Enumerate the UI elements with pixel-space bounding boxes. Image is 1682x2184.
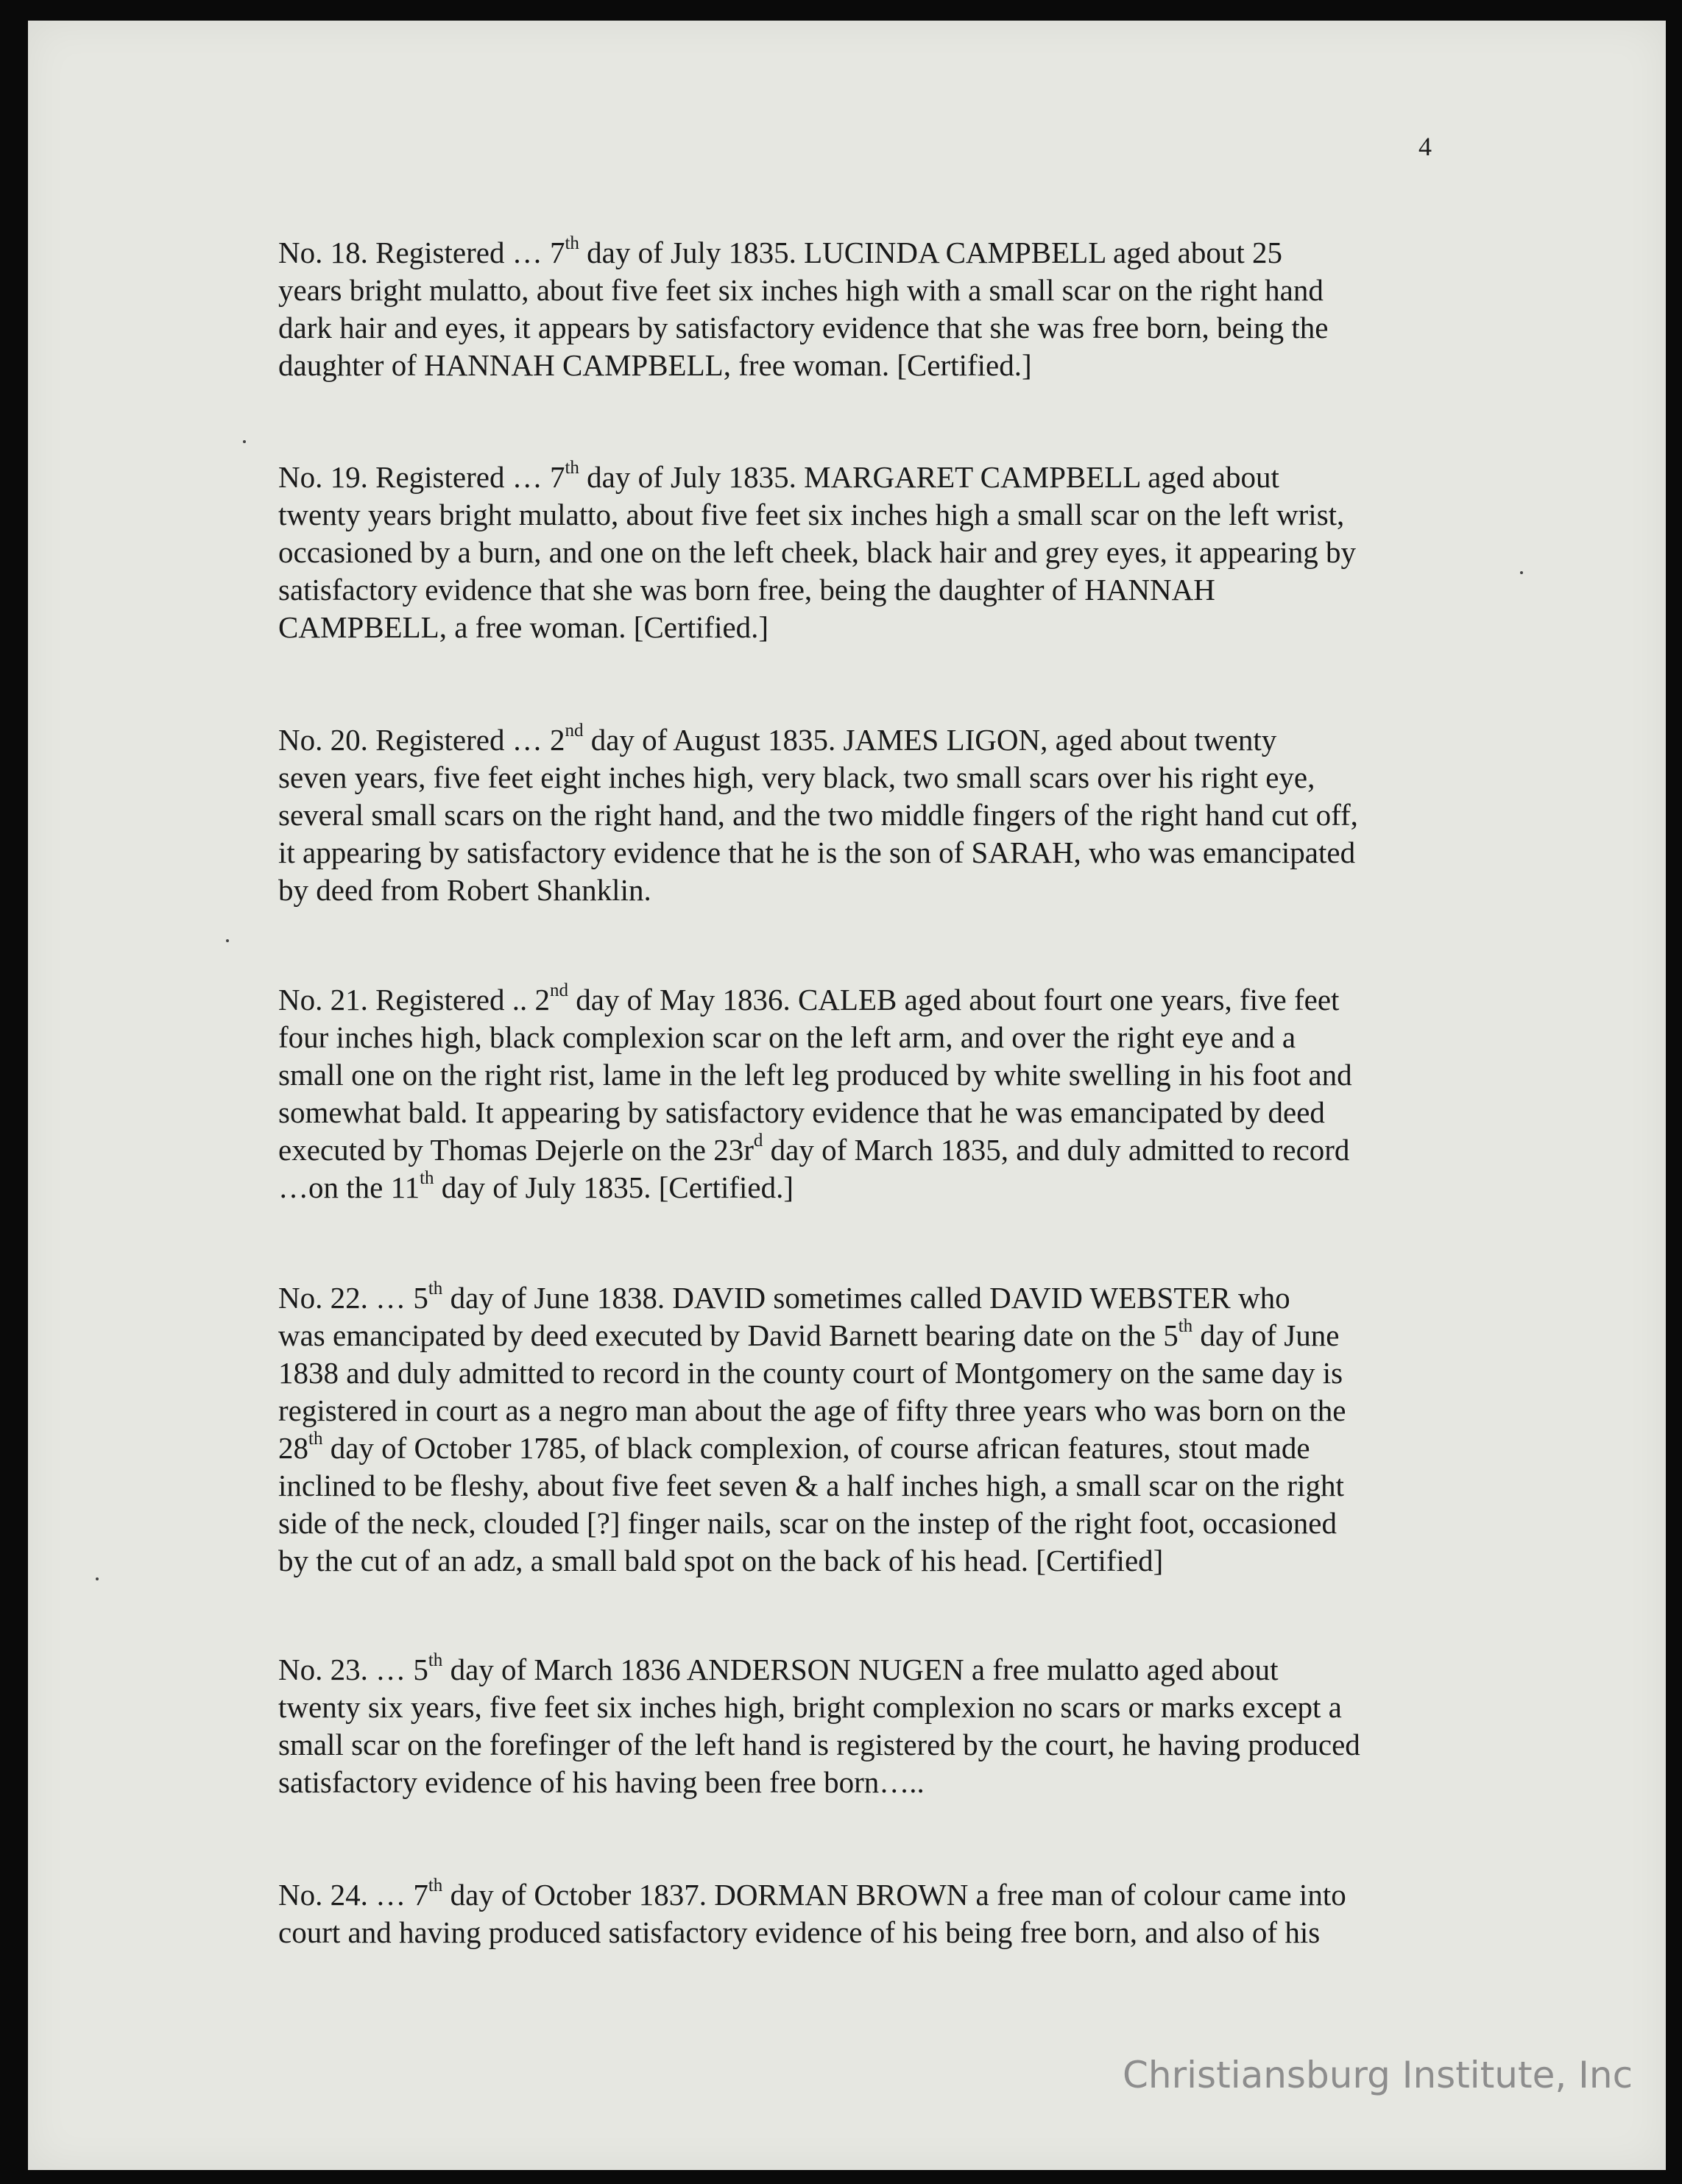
entry-text: No. 23. … 5 [278,1653,428,1686]
ordinal-suffix: th [308,1429,323,1449]
entry-text: No. 18. Registered … 7 [278,236,565,269]
entry-line [278,1651,1456,1689]
ordinal-suffix: nd [549,980,568,1001]
entry-line [278,721,1456,759]
page-number: 4 [1418,132,1432,161]
entry-line [278,459,1456,496]
entry-line [278,1317,1456,1354]
entry-line [278,1689,1456,1726]
entry-line [278,1542,1456,1580]
entry-line [278,981,1456,1019]
entry-text: day of March 1835, and duly admitted to record [763,1133,1350,1167]
ordinal-suffix: th [428,1876,443,1896]
entry-text: was emancipated by deed executed by David Barnett bearing date on the 5 [278,1318,1179,1352]
entry-text: inclined to be fleshy, about five feet seven & a half inches high, a small scar on the right [278,1469,1344,1502]
entry-line [278,1392,1456,1430]
entry-text: it appearing by satisfactory evidence that he is the son of SARAH, who was emancipated [278,835,1356,869]
paper-speck [96,1577,99,1580]
entry-text: side of the neck, clouded [?] finger nails, scar on the instep of the right foot, occasioned [278,1506,1337,1540]
register-entry-18 [278,234,1456,384]
entry-text: occasioned by a burn, and one on the left cheek, black hair and grey eyes, it appearing by [278,535,1357,569]
entry-line [278,1726,1456,1764]
entry-text: twenty years bright mulatto, about five feet six inches high a small scar on the left wrist, [278,498,1345,531]
entry-text: No. 20. Registered … 2 [278,723,565,757]
entry-line [278,1131,1456,1169]
entry-text: 1838 and duly admitted to record in the county court of Montgomery on the same day is [278,1356,1343,1390]
ordinal-suffix: th [428,1279,443,1299]
entry-line [278,534,1456,571]
entry-line [278,1914,1456,1951]
entry-text: executed by Thomas Dejerle on the 23r [278,1133,754,1167]
entry-text: day of July 1835. MARGARET CAMPBELL aged about [579,460,1279,494]
register-entry-21 [278,981,1456,1206]
ordinal-suffix: d [753,1131,763,1151]
paper-speck [1520,571,1523,574]
entry-line [278,1019,1456,1056]
register-entry-22 [278,1279,1456,1580]
entry-text: years bright mulatto, about five feet six inches high with a small scar on the right hand [278,273,1324,307]
entry-line [278,1354,1456,1392]
ordinal-suffix: th [420,1168,434,1189]
entry-text: satisfactory evidence that she was born free, being the daughter of HANNAH [278,573,1215,607]
entry-text: day of March 1836 ANDERSON NUGEN a free mulatto aged about [442,1653,1279,1686]
entry-line [278,234,1456,272]
entry-text: dark hair and eyes, it appears by satisfactory evidence that she was free born, being the [278,311,1329,344]
entry-text: seven years, five feet eight inches high, very black, two small scars over his right eye, [278,760,1315,794]
entry-text: No. 19. Registered … 7 [278,460,565,494]
entry-line [278,496,1456,534]
ordinal-suffix: th [565,233,579,254]
entry-text: day of October 1785, of black complexion, of course african features, stout made [322,1431,1310,1465]
entry-line [278,347,1456,384]
register-entry-23 [278,1651,1456,1801]
entry-text: registered in court as a negro man about the age of fifty three years who was born on the [278,1393,1346,1427]
entry-text: four inches high, black complexion scar on the left arm, and over the right eye and a [278,1020,1296,1054]
entry-line [278,309,1456,347]
entry-line [278,1764,1456,1801]
ordinal-suffix: th [428,1650,443,1671]
watermark: Christiansburg Institute, Inc [1123,2054,1633,2096]
entry-text: satisfactory evidence of his having been free born….. [278,1765,925,1799]
entry-line [278,1505,1456,1542]
entry-line [278,796,1456,834]
entry-text: court and having produced satisfactory evidence of his being free born, and also of his [278,1915,1321,1949]
entry-text: daughter of HANNAH CAMPBELL, free woman. [Certified.] [278,348,1032,382]
entry-text: No. 21. Registered .. 2 [278,983,550,1017]
entry-line [278,1876,1456,1914]
entry-text: day of May 1836. CALEB aged about fourt one years, five feet [568,983,1340,1017]
entry-line [278,834,1456,872]
entry-line [278,1169,1456,1206]
entry-text: day of August 1835. JAMES LIGON, aged about twenty [583,723,1277,757]
entry-text: small one on the right rist, lame in the left leg produced by white swelling in his foot and [278,1058,1352,1092]
entry-text: No. 22. … 5 [278,1281,428,1315]
entry-text: small scar on the forefinger of the left hand is registered by the court, he having produced [278,1728,1360,1761]
entry-line [278,1094,1456,1131]
entry-text: by the cut of an adz, a small bald spot on the back of his head. [Certified] [278,1544,1164,1577]
entry-line [278,1467,1456,1505]
entry-text: by deed from Robert Shanklin. [278,873,651,907]
register-entry-20 [278,721,1456,909]
entry-text: 28 [278,1431,308,1465]
entry-line [278,609,1456,646]
entry-text: several small scars on the right hand, and the two middle fingers of the right hand cut off, [278,798,1358,832]
paper-speck [226,939,229,942]
entry-line [278,759,1456,796]
entry-text: day of June 1838. DAVID sometimes called DAVID WEBSTER who [442,1281,1290,1315]
entry-text: somewhat bald. It appearing by satisfactory evidence that he was emancipated by deed [278,1095,1325,1129]
entry-text: twenty six years, five feet six inches high, bright complexion no scars or marks except a [278,1690,1342,1724]
ordinal-suffix: th [1178,1316,1193,1337]
entry-text: CAMPBELL, a free woman. [Certified.] [278,610,769,644]
register-entry-24 [278,1876,1456,1951]
entry-text: day of October 1837. DORMAN BROWN a free man of colour came into [442,1878,1346,1912]
entry-line [278,272,1456,309]
entry-text: day of July 1835. [Certified.] [434,1170,794,1204]
entry-text: No. 24. … 7 [278,1878,428,1912]
ordinal-suffix: nd [565,721,584,741]
entry-text: day of July 1835. LUCINDA CAMPBELL aged about 25 [579,236,1282,269]
entry-text: day of June [1192,1318,1340,1352]
register-entry-19 [278,459,1456,646]
ordinal-suffix: th [565,458,579,478]
entry-line [278,1279,1456,1317]
entry-line [278,571,1456,609]
entry-text: …on the 11 [278,1170,420,1204]
entry-line [278,872,1456,909]
entry-line [278,1056,1456,1094]
entry-line [278,1430,1456,1467]
paper-speck [243,440,246,443]
